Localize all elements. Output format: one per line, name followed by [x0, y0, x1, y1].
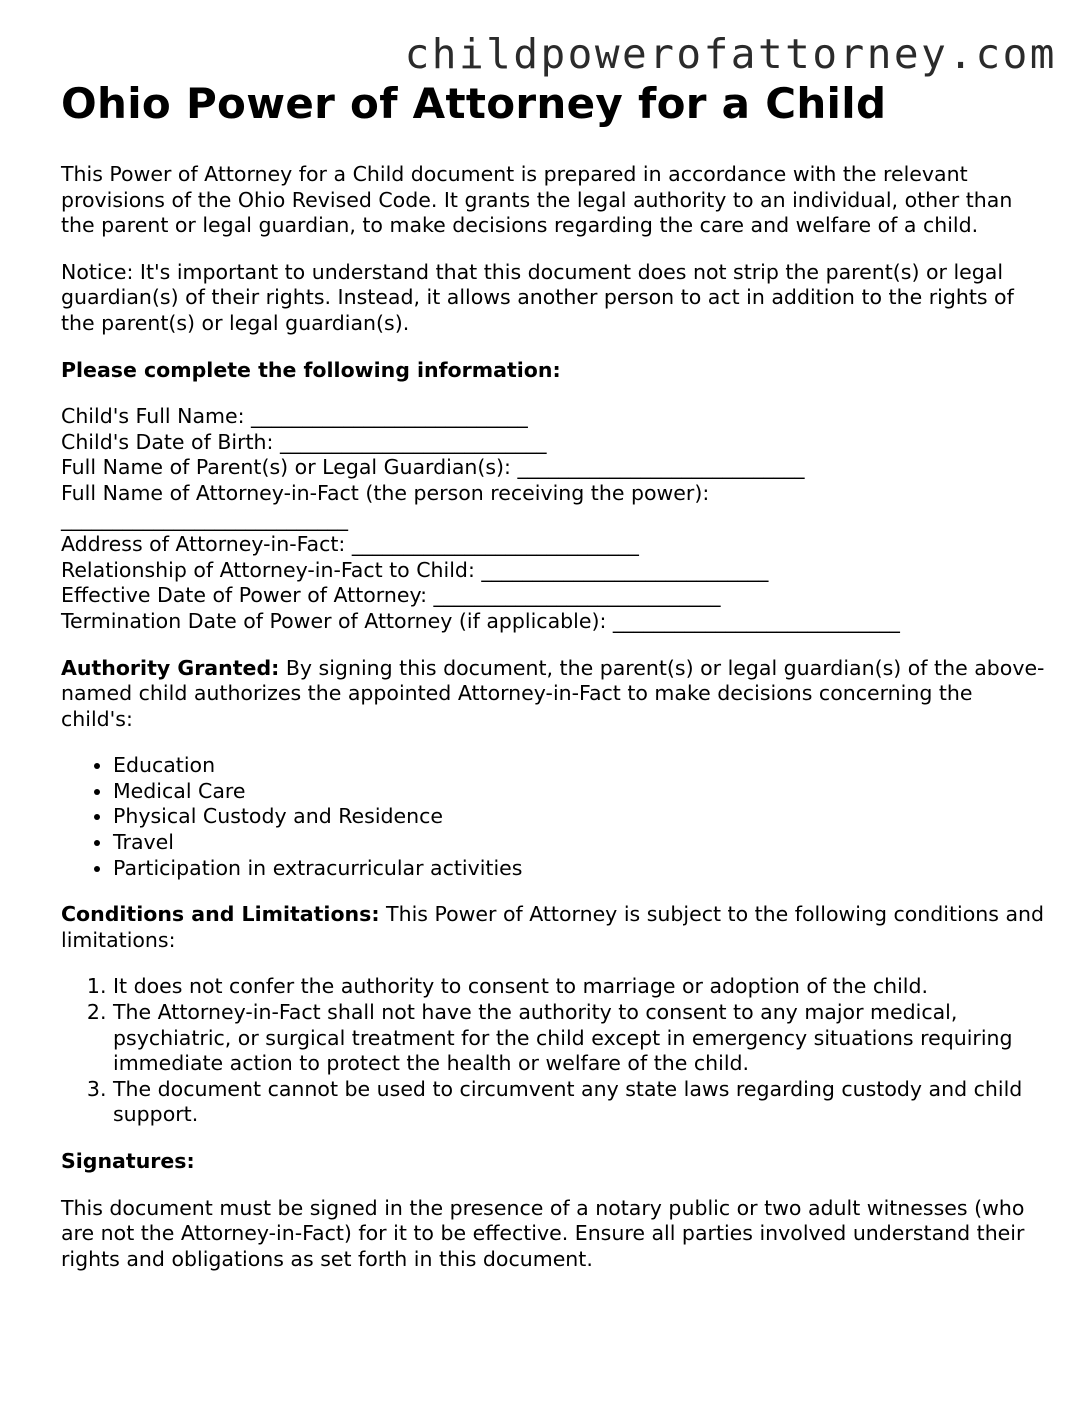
- site-watermark: childpowerofattorney.com: [404, 30, 1057, 78]
- field-attorney-name-label: Full Name of Attorney-in-Fact (the person receiving the power):: [61, 480, 710, 505]
- authority-label: Authority Granted:: [61, 655, 280, 680]
- field-attorney-address: Address of Attorney-in-Fact: ____________________________: [61, 532, 639, 557]
- field-relationship: Relationship of Attorney-in-Fact to Child: ____________________________: [61, 557, 769, 582]
- signatures-heading: Signatures:: [61, 1149, 195, 1173]
- field-child-name: Child's Full Name: ___________________________: [61, 404, 528, 429]
- list-item: • Physical Custody and Residence: [113, 804, 1046, 830]
- signatures-paragraph: This document must be signed in the presence of a notary public or two adult witnesses (who are not the Attorney-in-Fact) for it to be effective. Ensure all parties involved understand their rights and obligations as set forth in this document.: [61, 1195, 1025, 1271]
- list-item: • Participation in extracurricular activities: [113, 856, 1046, 882]
- list-item: • Travel: [113, 830, 1046, 856]
- field-attorney-name-blank: ____________________________: [61, 506, 348, 531]
- intro-paragraph: This Power of Attorney for a Child document is prepared in accordance with the relevant provisions of the Ohio Revised Code. It grants the legal authority to an individual, other than the parent or legal guardian, to make decisions regarding the care and welfare of a child.: [61, 162, 1013, 238]
- conditions-paragraph: [61, 902, 1046, 953]
- field-child-dob: Child's Date of Birth: __________________________: [61, 429, 547, 454]
- form-fields: [61, 404, 1046, 634]
- field-termination-date: Termination Date of Power of Attorney (if applicable): ____________________________: [61, 608, 900, 633]
- field-parent-name: Full Name of Parent(s) or Legal Guardian(s): ____________________________: [61, 455, 805, 480]
- field-effective-date: Effective Date of Power of Attorney: ____________________________: [61, 583, 721, 608]
- conditions-label: Conditions and Limitations:: [61, 902, 380, 927]
- list-item: • Education: [113, 753, 1046, 779]
- list-item: 3. The document cannot be used to circumvent any state laws regarding custody and child support.: [113, 1077, 1046, 1128]
- list-item: 1. It does not confer the authority to consent to marriage or adoption of the child.: [113, 974, 1046, 1000]
- list-item: 2. The Attorney-in-Fact shall not have the authority to consent to any major medical, psychiatric, or surgical treatment for the child except in emergency situations requiring immediate action to protect the health or welfare of the child.: [113, 1000, 1046, 1077]
- authority-list: [61, 753, 1046, 881]
- conditions-text: This Power of Attorney is subject to the following conditions and limitations:: [61, 902, 1045, 952]
- authority-text: By signing this document, the parent(s) or legal guardian(s) of the above-named child authorizes the appointed Attorney-in-Fact to make decisions concerning the child's:: [61, 655, 1045, 731]
- notice-paragraph: Notice: It's important to understand that this document does not strip the parent(s) or legal guardian(s) of their rights. Instead, it allows another person to act in addition to the rights of the parent(s) or legal guardian(s).: [61, 259, 1014, 335]
- list-item: • Medical Care: [113, 779, 1046, 805]
- authority-paragraph: [61, 656, 1046, 733]
- complete-info-heading: Please complete the following information:: [61, 357, 561, 382]
- document-title: Ohio Power of Attorney for a Child: [61, 79, 887, 128]
- document-body: [61, 80, 1046, 1272]
- conditions-list: [61, 974, 1046, 1128]
